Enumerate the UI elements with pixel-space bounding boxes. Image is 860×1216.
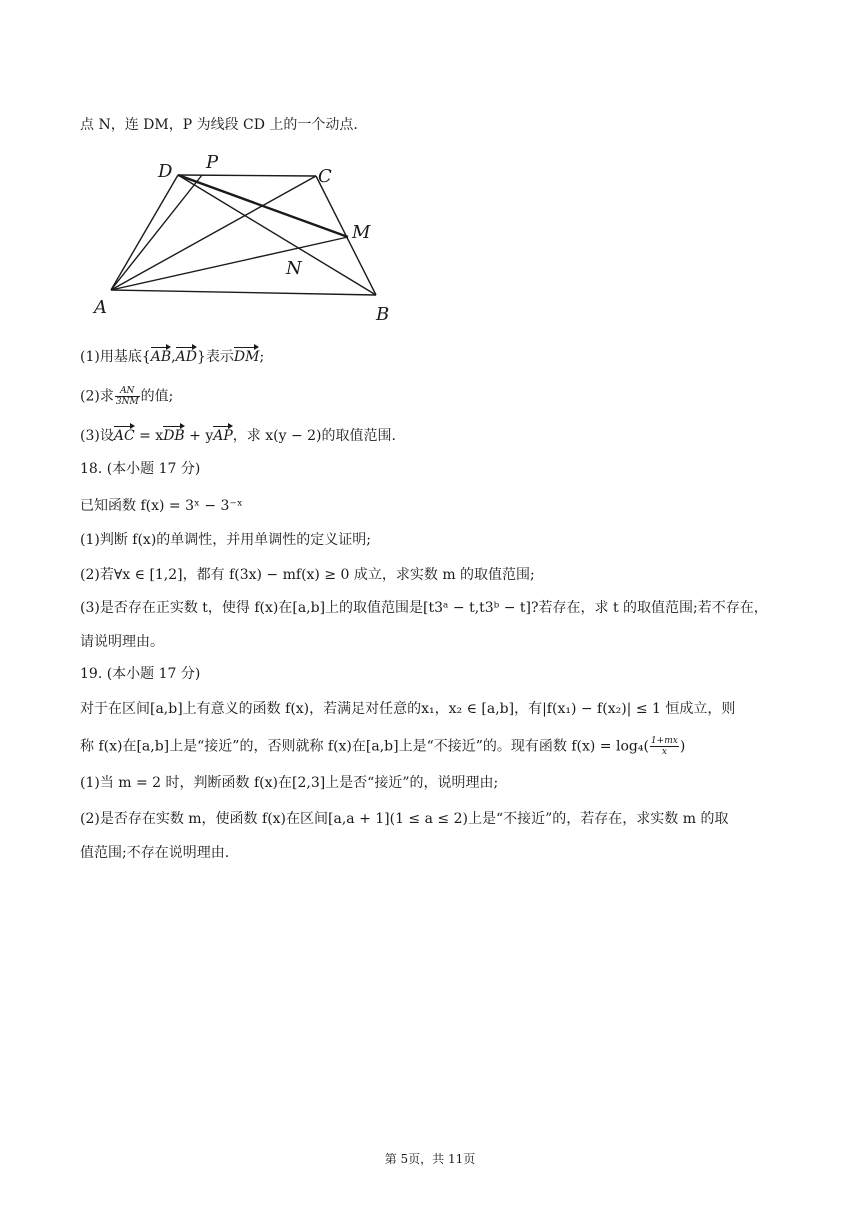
vector-DM: DM [233, 349, 260, 365]
label-P: P [206, 152, 219, 173]
q18-part3-line2: 请说明理由。 [80, 634, 164, 650]
q19-stem-line2: 称 f(x)在[a,b]上是“接近”的，否则就称 f(x)在[a,b]上是“不接近”的。现有函数 f(x) = log₄( $\frac{1+mx}{x}$ ) [80, 736, 686, 757]
vector-AC: AC [113, 428, 135, 444]
q19-part1: (1)当 m = 2 时，判断函数 f(x)在[2,3]上是否“接近”的，说明理由; [80, 775, 499, 791]
label-D: D [158, 161, 173, 182]
vector-AB: AB [150, 349, 172, 365]
label-M: M [352, 222, 371, 243]
q17-part3: (3)设AC = xDB + yAP，求 x(y − 2)的取值范围. [80, 428, 396, 444]
edge-DA [111, 175, 178, 290]
intro-line: 点 N，连 DM，P 为线段 CD 上的一个动点. [80, 117, 358, 133]
edge-AB [111, 290, 376, 295]
q18-part1: (1)判断 f(x)的单调性，并用单调性的定义证明; [80, 532, 371, 548]
vector-AP: AP [213, 428, 233, 444]
vector-DB: DB [163, 428, 185, 444]
trapezoid-figure [86, 150, 396, 330]
fraction-1-plus-mx-over-x: $\frac{1+mx}{x}$ [650, 736, 678, 757]
q19-part2-line2: 值范围;不存在说明理由. [80, 845, 230, 861]
q17-part1: (1)用基底{AB,AD}表示DM; [80, 349, 265, 365]
fraction-AN-3NM: $\frac{AN}{3NM}$ [115, 386, 139, 407]
q18-part2: (2)若∀x ∈ [1,2]，都有 f(3x) − mf(x) ≥ 0 成立，求实数 m 的取值范围; [80, 567, 535, 583]
q18-stem: 已知函数 f(x) = 3ˣ − 3⁻ˣ [80, 498, 243, 514]
label-B: B [376, 304, 390, 325]
q19-part2-line1: (2)是否存在实数 m，使函数 f(x)在区间[a,a + 1](1 ≤ a ≤ 2)上是“不接近”的，若存在，求实数 m 的取 [80, 811, 729, 827]
q18-header: 18. (本小题 17 分) [80, 461, 201, 477]
q18-part3-line1: (3)是否存在正实数 t，使得 f(x)在[a,b]上的取值范围是[t3ᵃ − t,t3ᵇ − t]?若存在，求 t 的取值范围;若不存在， [80, 600, 768, 616]
edge-DC [178, 175, 316, 176]
label-A: A [94, 297, 107, 318]
q19-stem-line1: 对于在区间[a,b]上有意义的函数 f(x)，若满足对任意的x₁，x₂ ∈ [a,b]，有|f(x₁) − f(x₂)| ≤ 1 恒成立，则 [80, 701, 736, 717]
q19-header: 19. (本小题 17 分) [80, 666, 201, 682]
label-C: C [318, 166, 332, 187]
label-N: N [286, 258, 302, 279]
vector-AD: AD [175, 349, 197, 365]
q17-part2: (2)求 $\frac{AN}{3NM}$ 的值; [80, 386, 174, 407]
page-footer: 第 5页，共 11页 [384, 1152, 476, 1166]
